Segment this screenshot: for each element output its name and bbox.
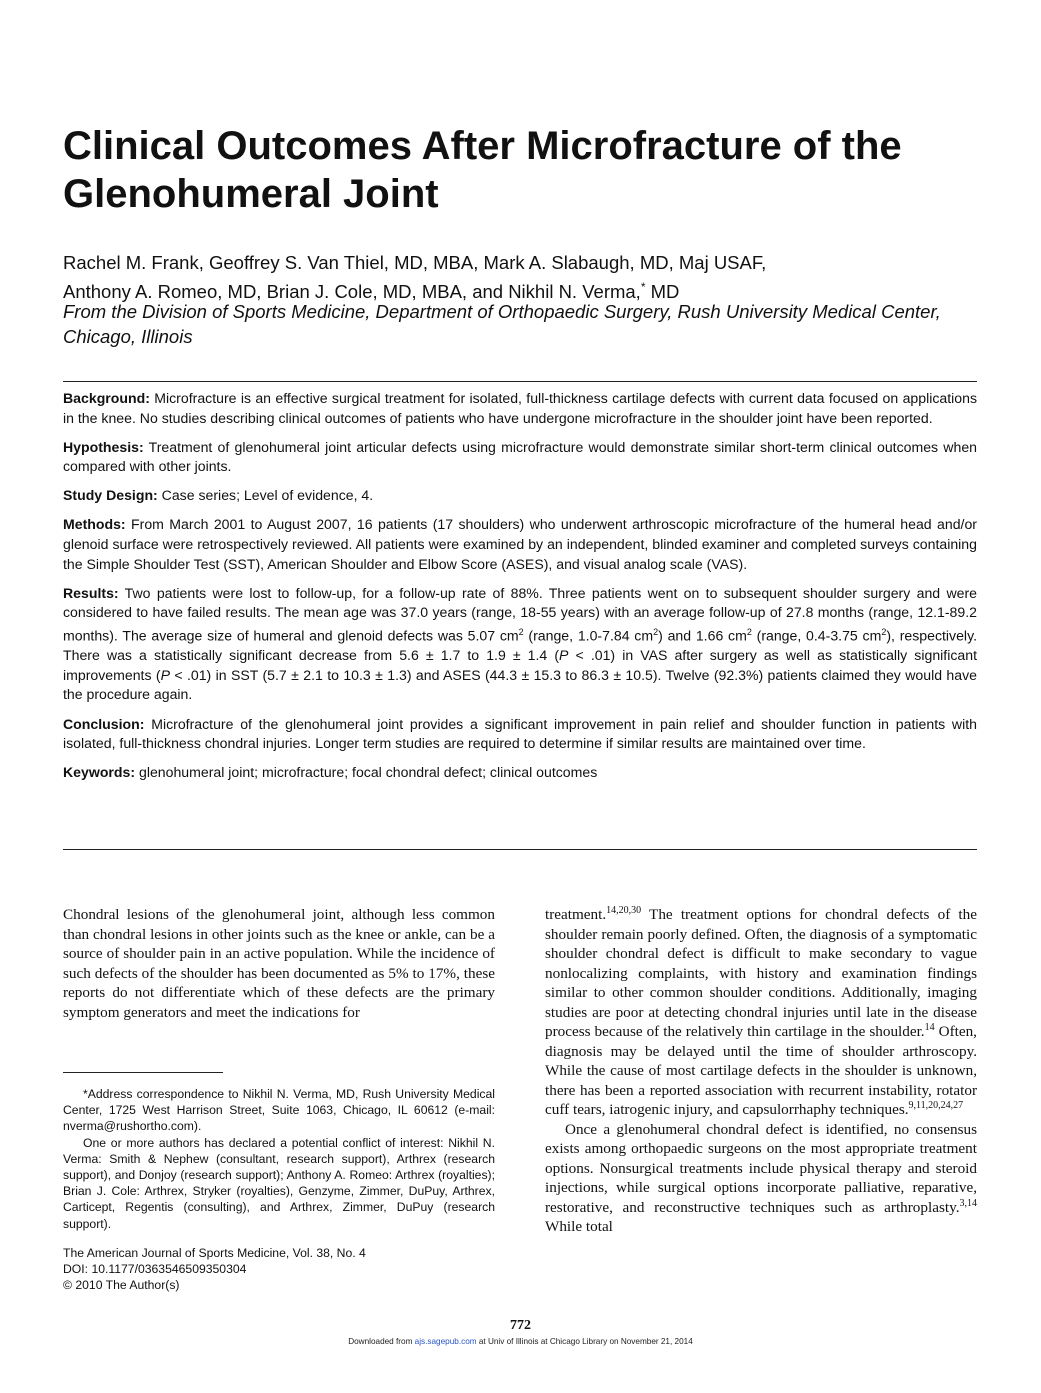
- correspondence-mark: *: [640, 280, 646, 294]
- body-column-right: [545, 905, 977, 1237]
- page-number: 772: [510, 1318, 531, 1333]
- background-text: Microfracture is an effective surgical treatment for isolated, full-thickness cartilage defects with current data focused on applications in the knee. No studies describing clinical outcomes of patients who have undergone microfracture in the shoulder joint have been reported.: [63, 390, 977, 426]
- hypothesis-text: Treatment of glenohumeral joint articular defects using microfracture would demonstrate similar short-term clinical outcomes when compared with other joints.: [63, 438, 977, 475]
- footnote-rule: [63, 1072, 223, 1073]
- methods-text: From March 2001 to August 2007, 16 patients (17 shoulders) who underwent arthroscopic microfracture of the humeral head and/or glenoid surface were retrospectively reviewed. All patients were examined by an independent, blinded examiner and completed surveys containing the Simple Shoulder Test (SST), American Shoulder and Elbow Score (ASES), and visual analog scale (VAS).: [63, 516, 977, 572]
- author-affiliation: From the Division of Sports Medicine, Department of Orthopaedic Surgery, Rush University Medical Center, Chicago, Illinois: [63, 301, 941, 347]
- abstract-hypothesis: [63, 438, 977, 477]
- body-column-left: [63, 905, 495, 1022]
- footnotes: [63, 1086, 495, 1232]
- download-text: at Univ of Illinois at Chicago Library on November 21, 2014: [476, 1337, 693, 1346]
- citation-ref: 14: [924, 1021, 935, 1033]
- abstract-keywords: [63, 763, 977, 783]
- citation-ref: 3,14: [959, 1197, 977, 1209]
- abstract-top-rule: [63, 381, 977, 382]
- results-sup-2: 2: [653, 626, 659, 637]
- conclusion-label: Conclusion:: [63, 715, 145, 732]
- authors-line-1: Rachel M. Frank, Geoffrey S. Van Thiel, MD, MBA, Mark A. Slabaugh, MD, Maj USAF,: [63, 252, 767, 273]
- results-label: Results:: [63, 584, 119, 601]
- background-label: Background:: [63, 390, 150, 406]
- abstract-bottom-rule: [63, 849, 977, 850]
- keywords-text: glenohumeral joint; microfracture; focal chondral defect; clinical outcomes: [135, 764, 598, 781]
- conflict-of-interest-footnote: One or more authors has declared a potential conflict of interest: Nikhil N. Verma: Smith & Nephew (consultant, research support), Arthrex (research support), and Donjoy (research support); Anthony A. Romeo: Arthrex (royalties); Brian J. Cole: Arthrex, Stryker (royalties), Genzyme, Zimmer, DuPuy, Arthrex, Carticept, Regentis (consulting), and Arthrex, Zimmer, DuPuy (research support).: [63, 1135, 495, 1231]
- results-sup-1: 2: [518, 626, 524, 637]
- journal-doi: DOI: 10.1177/0363546509350304: [63, 1262, 247, 1277]
- abstract-conclusion: [63, 715, 977, 754]
- body-text: While total: [545, 1218, 613, 1235]
- abstract-study-design: [63, 486, 977, 506]
- citation-ref: 14,20,30: [606, 904, 642, 916]
- download-notice: [0, 1337, 1041, 1346]
- abstract-background: [63, 389, 977, 428]
- download-text: Downloaded from: [348, 1337, 415, 1346]
- article-title: Clinical Outcomes After Microfracture of the Glenohumeral Joint: [63, 124, 902, 216]
- authors-line-2-degree: MD: [645, 281, 680, 303]
- citation-ref: 9,11,20,24,27: [908, 1099, 964, 1111]
- results-text-3: ) and 1.66 cm: [658, 627, 747, 644]
- results-text-5: ), respectively. There was a statistically significant decrease from 5.6 ± 1.7 to 1.9 ± 1.4 (: [63, 627, 977, 664]
- results-sup-3: 2: [746, 626, 752, 637]
- body-text: The treatment options for chondral defects of the shoulder remain poorly defined. Often, the diagnosis of a symptomatic shoulder chondral defect is difficult to make secondary to vague nonlocalizing complaints, with history and examination findings similar to other common shoulder conditions. Additionally, imaging studies are poor at detecting chondral injuries until late in the disease process because of the relatively thin cartilage in the shoulder.: [545, 906, 977, 1040]
- correspondence-footnote: *Address correspondence to Nikhil N. Verma, MD, Rush University Medical Center, 1725 West Harrison Street, Suite 1063, Chicago, IL 60612 (e-mail: nverma@rushortho.com).: [63, 1087, 495, 1134]
- body-paragraph: Chondral lesions of the glenohumeral joint, although less common than chondral lesions in other joints such as the knee or ankle, can be a source of shoulder pain in an active population. While the incidence of such defects of the shoulder has been documented as 5% to 17%, these reports do not differentiate which of these defects are the primary symptom generators and meet the indications for: [63, 906, 495, 1021]
- results-text-6: < .01) in VAS after surgery as well as statistically significant improvements (: [63, 647, 977, 683]
- abstract: [63, 389, 977, 792]
- hypothesis-label: Hypothesis:: [63, 438, 144, 455]
- results-text-4: (range, 0.4-3.75 cm: [751, 627, 882, 644]
- design-text: Case series; Level of evidence, 4.: [157, 487, 374, 504]
- keywords-label: Keywords:: [63, 764, 136, 781]
- conclusion-text: Microfracture of the glenohumeral joint provides a significant improvement in pain relief and shoulder function in patients with isolated, full-thickness chondral injuries. Longer term studies are required to determine if similar results are maintained over time.: [63, 715, 977, 752]
- body-paragraph: [545, 1120, 977, 1237]
- body-text: treatment.: [545, 906, 607, 923]
- authors-line-2-names: Anthony A. Romeo, MD, Brian J. Cole, MD, MBA, and Nikhil N. Verma,: [63, 281, 641, 303]
- journal-info: [63, 1245, 495, 1294]
- results-p-value-2: P: [160, 666, 170, 683]
- results-sup-4: 2: [881, 626, 887, 637]
- body-text: Once a glenohumeral chondral defect is identified, no consensus exists among orthopaedic surgeons on the most appropriate treatment options. Nonsurgical treatments include physical therapy and steroid injections, while surgical options incorporate palliative, reparative, restorative, and reconstructive techniques such as arthroplasty.: [545, 1120, 977, 1216]
- design-label: Study Design:: [63, 487, 158, 504]
- results-text-7: < .01) in SST (5.7 ± 2.1 to 10.3 ± 1.3) and ASES (44.3 ± 15.3 to 86.3 ± 10.5). Twelve (92.3%) patients claimed they would have the procedure again.: [63, 666, 977, 703]
- body-text: Often, diagnosis may be delayed until the time of shoulder arthroscopy. While the cause of most cartilage defects in the shoulder is unknown, there has been a reported association with recurrent instability, rotator cuff tears, iatrogenic injury, and capsulorrhaphy techniques.: [545, 1023, 977, 1118]
- results-p-value-1: P: [559, 647, 569, 664]
- abstract-methods: [63, 515, 977, 574]
- results-text-1: Two patients were lost to follow-up, for a follow-up rate of 88%. Three patients went on to subsequent shoulder surgery and were considered to have failed results. The mean age was 37.0 years (range, 18-55 years) with an average follow-up of 27.8 months (range, 12.1-89.2 months). The average size of humeral and glenoid defects was 5.07 cm: [63, 584, 977, 644]
- journal-site-link[interactable]: ajs.sagepub.com: [414, 1337, 477, 1346]
- methods-label: Methods:: [63, 516, 126, 533]
- body-paragraph: [545, 905, 977, 1120]
- author-list: [63, 250, 973, 304]
- results-text-2: (range, 1.0-7.84 cm: [523, 627, 654, 644]
- abstract-results: [63, 584, 977, 705]
- journal-copyright: © 2010 The Author(s): [63, 1278, 180, 1293]
- journal-citation: The American Journal of Sports Medicine, Vol. 38, No. 4: [63, 1246, 366, 1260]
